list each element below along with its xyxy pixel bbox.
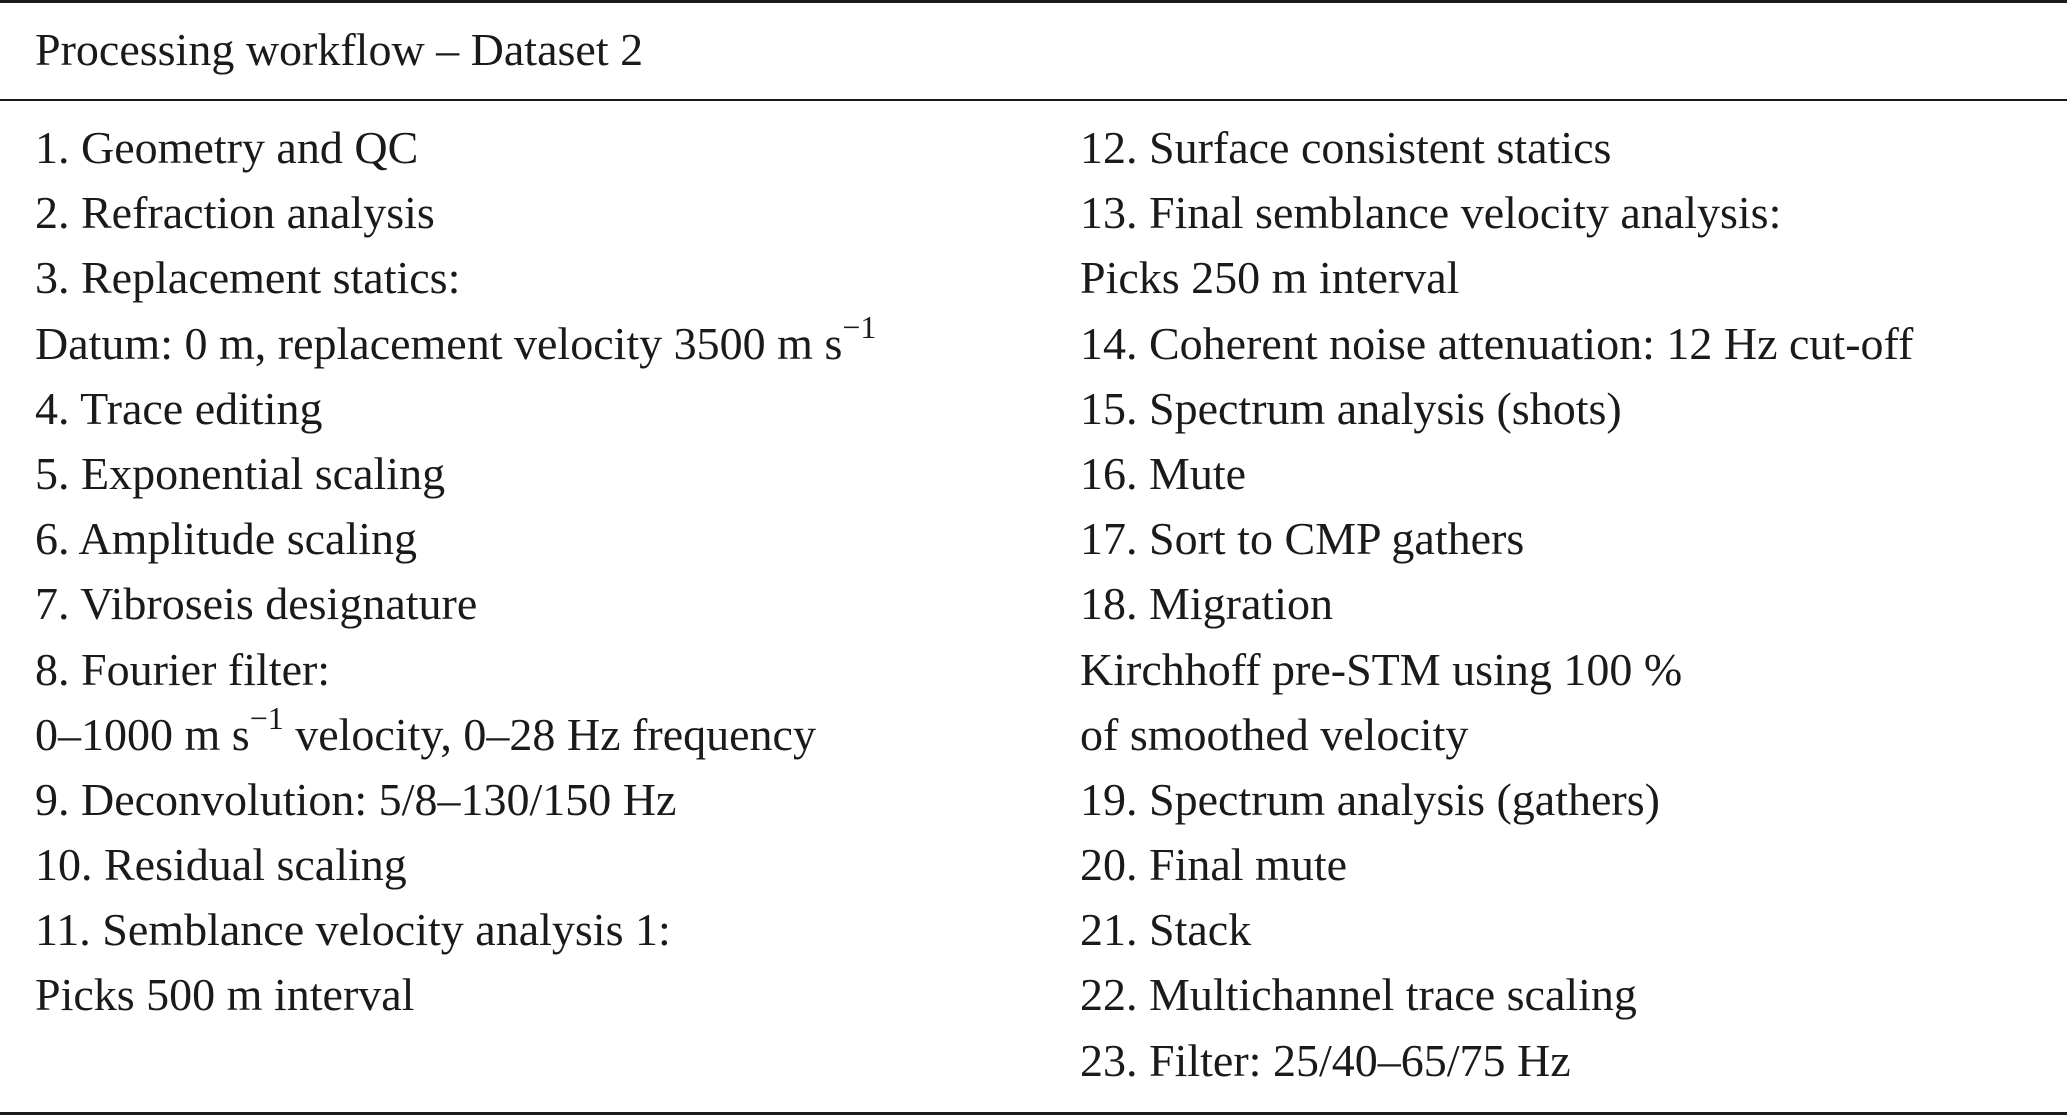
- workflow-step-text: 6. Amplitude scaling: [35, 513, 418, 565]
- right-column: [1080, 115, 1913, 1093]
- workflow-step-text: 4. Trace editing: [35, 382, 323, 434]
- workflow-step-text: 14. Coherent noise attenuation: 12 Hz cut-off: [1080, 317, 1914, 369]
- workflow-step-text: Picks 500 m interval: [35, 969, 415, 1021]
- workflow-step-text: 9. Deconvolution: 5/8–130/150 Hz: [35, 773, 677, 825]
- workflow-step-text-continued: velocity, 0–28 Hz frequency: [283, 708, 816, 760]
- workflow-step-text: 8. Fourier filter:: [35, 643, 331, 695]
- table-top-rule: [0, 0, 2067, 3]
- workflow-step-line: [35, 180, 876, 245]
- workflow-step-text: 16. Mute: [1080, 447, 1247, 499]
- table-header-rule: [0, 99, 2067, 101]
- workflow-step-text: 0–1000 m s: [35, 708, 250, 760]
- workflow-step-line: [1080, 1028, 1913, 1093]
- workflow-step-line: [1080, 702, 1913, 767]
- workflow-step-text: 3. Replacement statics:: [35, 252, 461, 304]
- workflow-step-line: [35, 571, 876, 636]
- workflow-step-text: 2. Refraction analysis: [35, 187, 435, 239]
- workflow-step-line: [1080, 115, 1913, 180]
- workflow-step-line: [35, 506, 876, 571]
- workflow-step-line: [1080, 637, 1913, 702]
- workflow-step-line: [1080, 311, 1913, 376]
- workflow-step-line: [1080, 897, 1913, 962]
- workflow-step-text: 17. Sort to CMP gathers: [1080, 513, 1525, 565]
- workflow-step-line: [35, 115, 876, 180]
- unit-exponent: −1: [249, 700, 284, 737]
- workflow-step-line: [35, 637, 876, 702]
- workflow-step-text: 12. Surface consistent statics: [1080, 122, 1612, 173]
- workflow-step-text: 23. Filter: 25/40–65/75 Hz: [1080, 1034, 1571, 1086]
- workflow-step-line: [35, 702, 876, 767]
- workflow-step-line: [1080, 441, 1913, 506]
- workflow-step-text: 22. Multichannel trace scaling: [1080, 969, 1637, 1021]
- workflow-step-line: [35, 245, 876, 310]
- workflow-step-text: 5. Exponential scaling: [35, 447, 446, 499]
- workflow-step-line: [35, 767, 876, 832]
- workflow-step-text: Datum: 0 m, replacement velocity 3500 m s: [35, 317, 843, 369]
- table-caption: Processing workflow – Dataset 2: [35, 24, 644, 75]
- workflow-step-text: Picks 250 m interval: [1080, 252, 1460, 304]
- workflow-step-line: [1080, 506, 1913, 571]
- workflow-step-text: 21. Stack: [1080, 904, 1252, 956]
- workflow-step-text: 11. Semblance velocity analysis 1:: [35, 904, 671, 956]
- workflow-step-line: [1080, 962, 1913, 1027]
- workflow-step-line: [35, 376, 876, 441]
- workflow-step-line: [35, 897, 876, 962]
- workflow-step-line: [35, 441, 876, 506]
- workflow-step-text: Kirchhoff pre-STM using 100 %: [1080, 643, 1683, 695]
- unit-exponent: −1: [842, 309, 877, 346]
- workflow-step-text: 13. Final semblance velocity analysis:: [1080, 187, 1782, 239]
- workflow-step-line: [1080, 571, 1913, 636]
- workflow-step-line: [35, 832, 876, 897]
- workflow-step-line: [35, 962, 876, 1027]
- workflow-step-text: 18. Migration: [1080, 578, 1333, 630]
- workflow-step-line: [1080, 832, 1913, 897]
- workflow-step-text: 10. Residual scaling: [35, 839, 407, 891]
- workflow-step-text: 1. Geometry and QC: [35, 122, 419, 173]
- workflow-step-line: [1080, 767, 1913, 832]
- table-bottom-rule: [0, 1112, 2067, 1115]
- workflow-step-line: [1080, 376, 1913, 441]
- workflow-step-text: 19. Spectrum analysis (gathers): [1080, 773, 1660, 825]
- workflow-step-text: 7. Vibroseis designature: [35, 578, 478, 630]
- workflow-step-text: of smoothed velocity: [1080, 708, 1469, 760]
- left-column: [35, 115, 876, 1028]
- workflow-step-line: [35, 311, 876, 376]
- workflow-step-text: 15. Spectrum analysis (shots): [1080, 382, 1622, 434]
- workflow-step-line: [1080, 245, 1913, 310]
- workflow-step-text: 20. Final mute: [1080, 839, 1348, 891]
- workflow-step-line: [1080, 180, 1913, 245]
